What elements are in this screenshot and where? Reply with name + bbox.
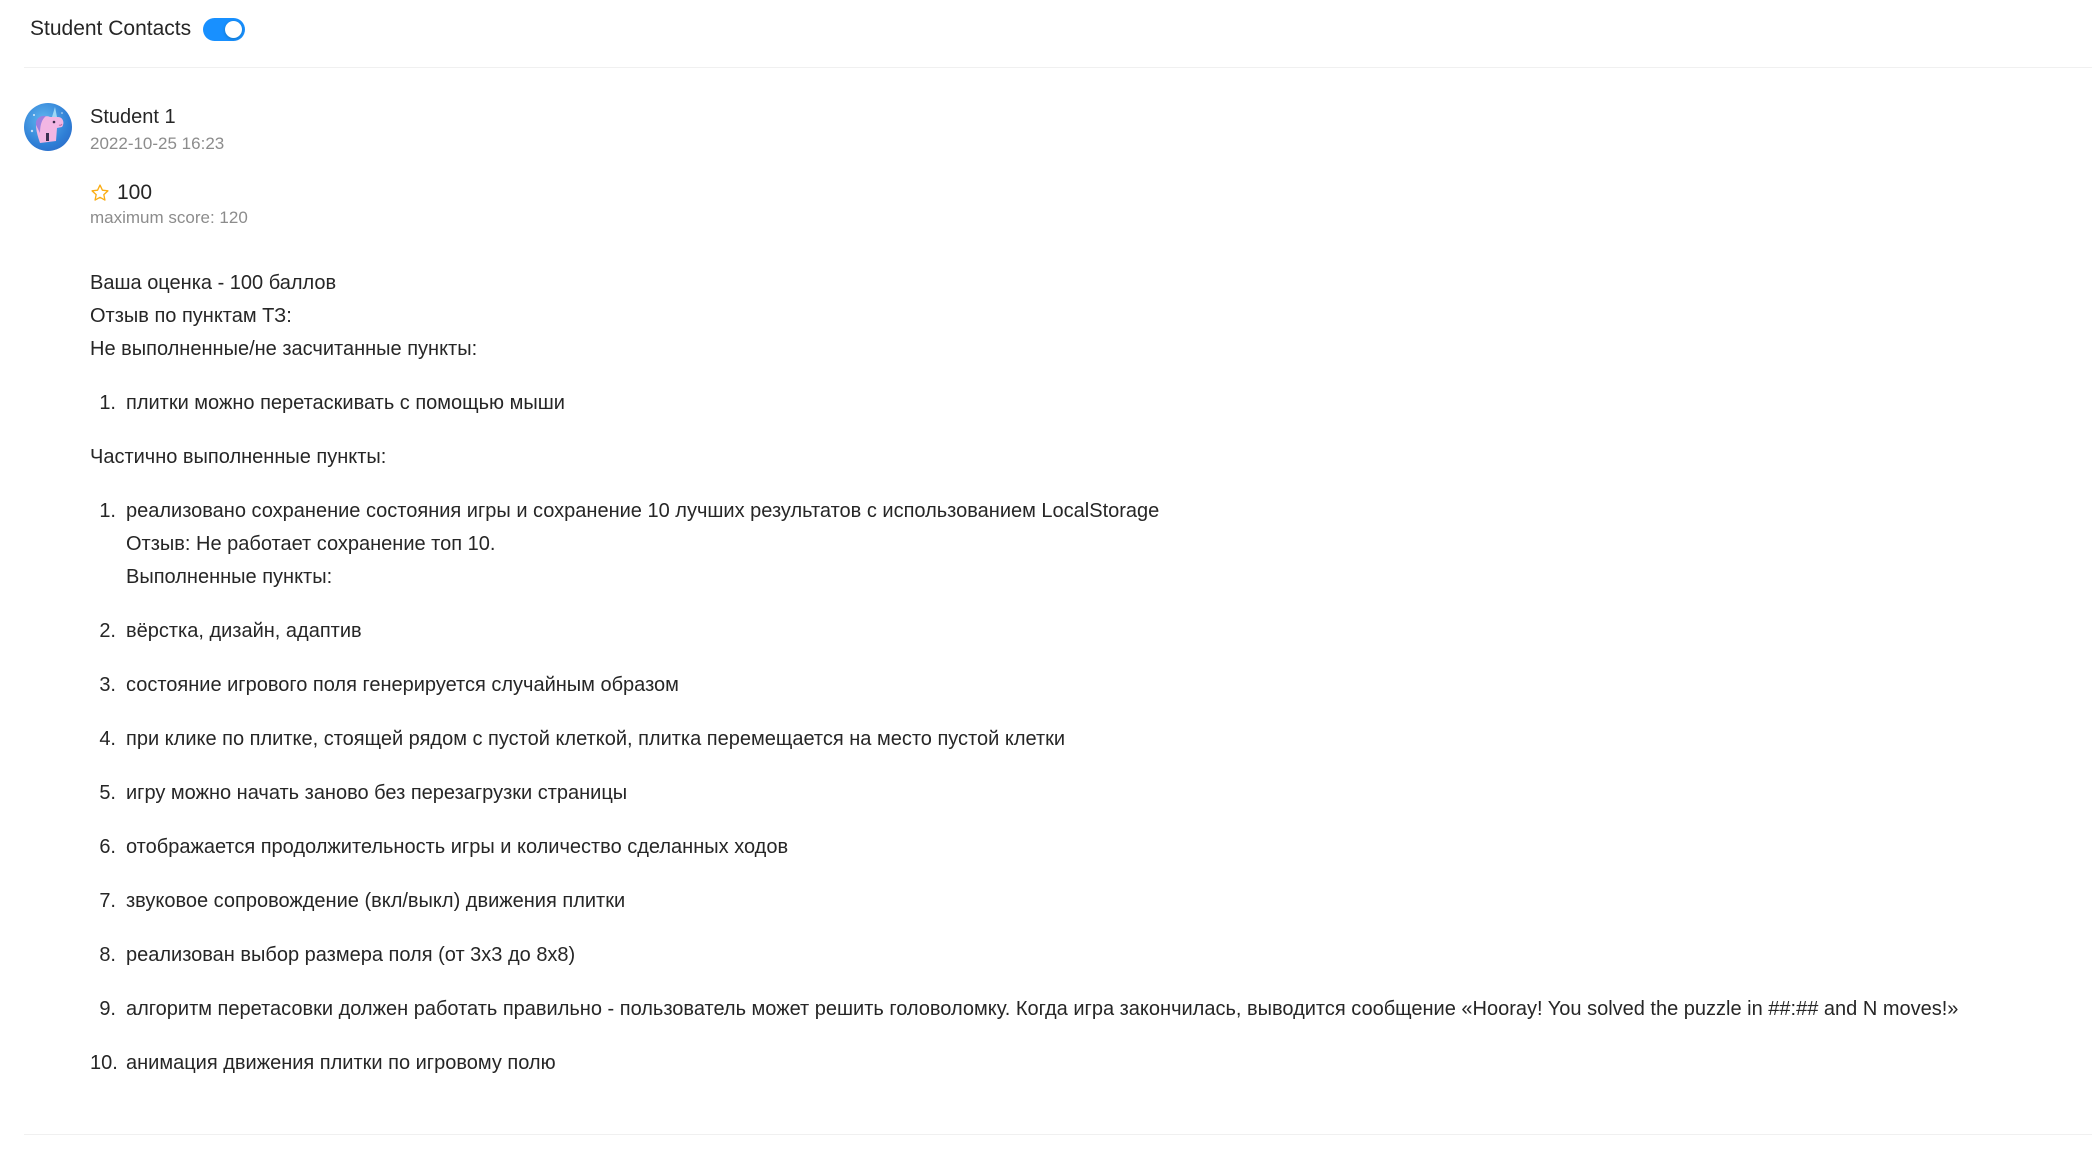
list-item bbox=[90, 495, 1958, 594]
list-number: 7. bbox=[99, 890, 116, 912]
list-text: реализован выбор размера поля (от 3x3 до 8x8) bbox=[126, 944, 576, 966]
partial-list bbox=[90, 495, 1958, 1080]
list-item bbox=[90, 939, 1958, 972]
list-number: 2. bbox=[99, 620, 116, 642]
header-title: Student Contacts bbox=[30, 17, 192, 40]
list-item bbox=[90, 387, 1958, 420]
list-text: при клике по плитке, стоящей рядом с пустой клеткой, плитка перемещается на место пустой клетки bbox=[126, 728, 1066, 750]
list-item bbox=[90, 777, 1958, 810]
star-outline-icon bbox=[90, 183, 110, 203]
score-row bbox=[90, 180, 152, 206]
header bbox=[30, 12, 245, 46]
list-text: алгоритм перетасовки должен работать правильно - пользователь может решить головоломку. Когда игра закончилась, выводится сообщение «Hooray! You solved the puzzle in ##:## and N moves!» bbox=[126, 998, 1959, 1020]
header-divider bbox=[24, 67, 2092, 68]
student-contacts-toggle[interactable] bbox=[203, 18, 245, 41]
list-text: плитки можно перетаскивать с помощью мыши bbox=[126, 392, 565, 414]
list-number: 10. bbox=[90, 1052, 118, 1074]
list-text: анимация движения плитки по игровому полю bbox=[126, 1052, 556, 1074]
list-number: 1. bbox=[99, 392, 116, 414]
list-item bbox=[90, 993, 1958, 1026]
intro-line: Отзыв по пунктам ТЗ: bbox=[90, 305, 292, 327]
author-name: Student 1 bbox=[90, 106, 176, 128]
list-number: 1. bbox=[99, 500, 116, 522]
list-item bbox=[90, 831, 1958, 864]
comment-date: 2022-10-25 16:23 bbox=[90, 134, 225, 153]
comment-body bbox=[90, 267, 1958, 1101]
list-text: звуковое сопровождение (вкл/выкл) движения плитки bbox=[126, 890, 626, 912]
list-text: отображается продолжительность игры и количество сделанных ходов bbox=[126, 836, 789, 858]
comment-divider bbox=[24, 1134, 2092, 1135]
list-number: 4. bbox=[99, 728, 116, 750]
score-value: 100 bbox=[117, 181, 153, 204]
list-text: реализовано сохранение состояния игры и сохранение 10 лучших результатов с использованием LocalStorage bbox=[126, 500, 1160, 522]
max-score: maximum score: 120 bbox=[90, 208, 248, 227]
not-done-list bbox=[90, 387, 1958, 420]
list-item bbox=[90, 615, 1958, 648]
list-text: игру можно начать заново без перезагрузки страницы bbox=[126, 782, 628, 804]
feedback-text: Отзыв: Не работает сохранение топ 10. bbox=[126, 533, 496, 555]
list-number: 3. bbox=[99, 674, 116, 696]
list-number: 6. bbox=[99, 836, 116, 858]
done-heading: Выполненные пункты: bbox=[126, 566, 333, 588]
author-block bbox=[90, 103, 224, 156]
intro-line: Не выполненные/не засчитанные пункты: bbox=[90, 338, 478, 360]
list-number: 5. bbox=[99, 782, 116, 804]
list-item bbox=[90, 723, 1958, 756]
list-item bbox=[90, 1047, 1958, 1080]
toggle-knob bbox=[225, 21, 242, 38]
intro-line: Ваша оценка - 100 баллов bbox=[90, 272, 337, 294]
list-text: вёрстка, дизайн, адаптив bbox=[126, 620, 362, 642]
list-number: 9. bbox=[99, 998, 116, 1020]
unicorn-avatar-icon bbox=[24, 103, 72, 151]
list-item bbox=[90, 669, 1958, 702]
list-number: 8. bbox=[99, 944, 116, 966]
list-text: состояние игрового поля генерируется случайным образом bbox=[126, 674, 679, 696]
list-item bbox=[90, 885, 1958, 918]
partial-heading: Частично выполненные пункты: bbox=[90, 446, 387, 468]
